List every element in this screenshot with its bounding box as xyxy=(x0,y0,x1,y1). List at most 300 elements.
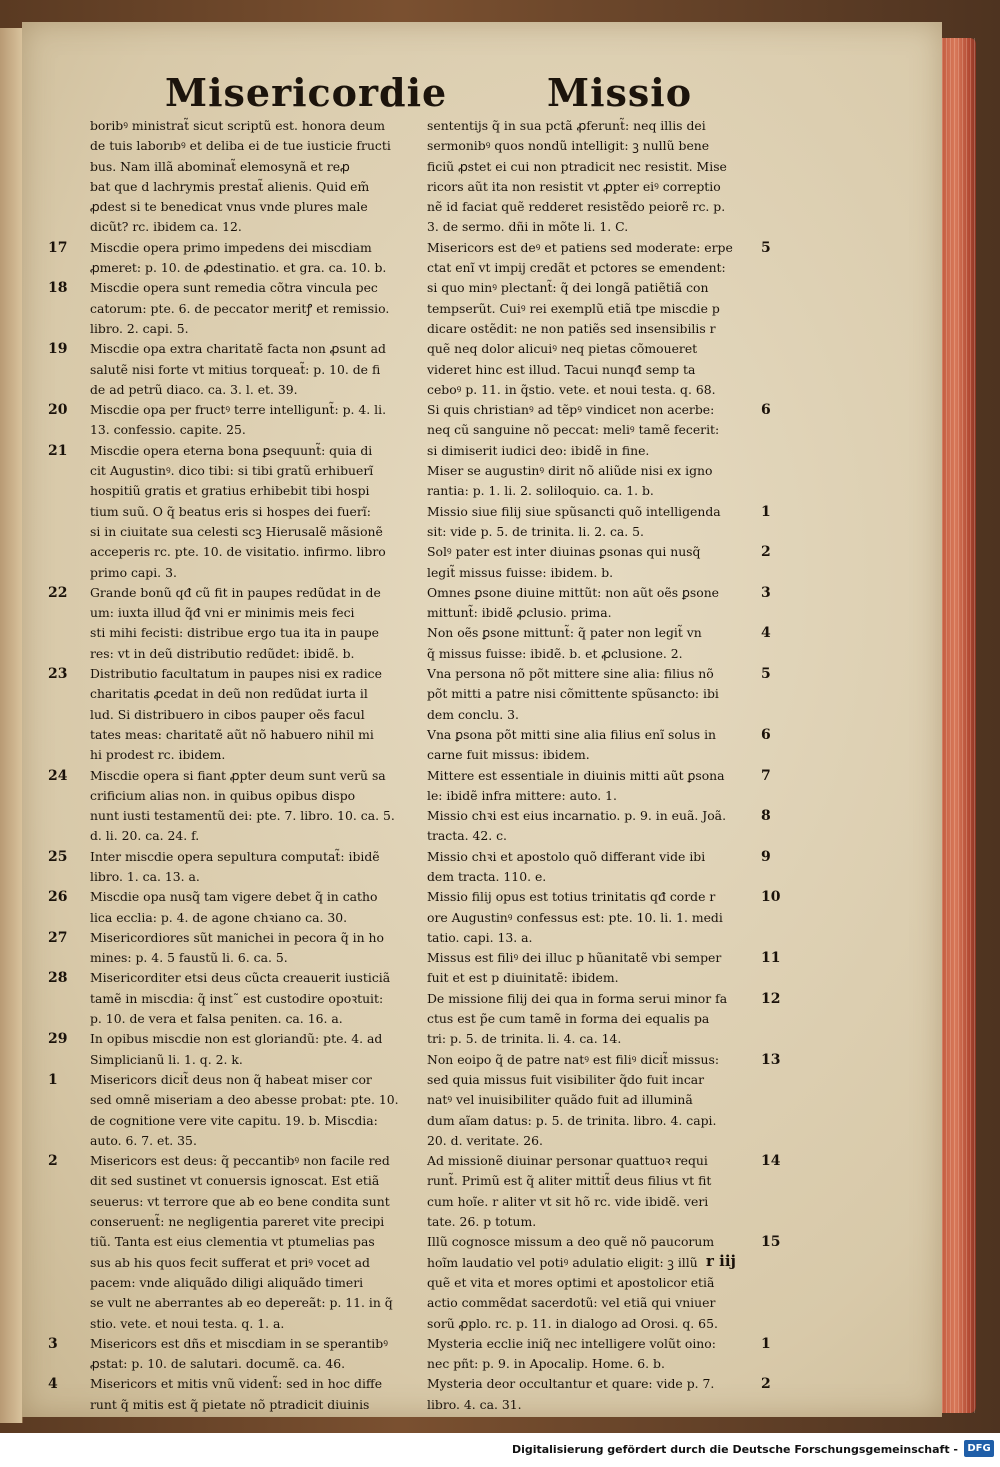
entry-number: 14 xyxy=(761,1153,781,1170)
text-line xyxy=(425,339,785,359)
text-line xyxy=(48,1334,420,1354)
text-line xyxy=(425,887,785,907)
line-text: ꝓmeret: p. 10. de ꝓdestinatio. et gra. ca. 10. b. xyxy=(90,260,387,276)
text-line xyxy=(48,948,420,968)
previous-page-edge xyxy=(0,28,23,1423)
line-text: cum hoĩe. r aliter vt sit hõ rc. vide ibidẽ. veri xyxy=(427,1193,709,1209)
text-line xyxy=(425,745,785,765)
text-line xyxy=(48,1232,420,1252)
text-line xyxy=(48,684,420,704)
text-line xyxy=(48,826,420,846)
text-line xyxy=(48,968,420,988)
text-line xyxy=(48,705,420,725)
text-line xyxy=(425,1314,785,1334)
text-line xyxy=(48,806,420,826)
line-text: catorum: pte. 6. de peccator meritꝭ et remissio. xyxy=(90,300,390,316)
text-line xyxy=(425,1192,785,1212)
text-line xyxy=(425,664,785,684)
line-text: de ad petrũ diaco. ca. 3. l. et. 39. xyxy=(90,381,298,397)
line-text: Vna persona nõ põt mittere sine alia: filius nõ xyxy=(427,666,714,682)
text-line xyxy=(48,847,420,867)
line-text: De missione filij dei qua in forma serui minor fa xyxy=(427,990,728,1006)
line-text: Missus est filiꝰ dei illuc p hũanitatẽ vbi semper xyxy=(427,950,722,966)
text-line xyxy=(425,258,785,278)
line-text: lud. Si distribuero in cibos pauper oẽs facul xyxy=(90,706,365,722)
entry-number: 4 xyxy=(48,1376,58,1393)
text-line xyxy=(425,1090,785,1110)
text-line xyxy=(425,908,785,928)
entry-number: 27 xyxy=(48,929,68,946)
text-line xyxy=(425,684,785,704)
running-head-right: Missio xyxy=(547,70,693,115)
entry-number: 26 xyxy=(48,889,68,906)
text-line xyxy=(48,197,420,217)
text-line xyxy=(425,766,785,786)
line-text: ꝓdest si te benedicat vnus vnde plures male xyxy=(90,199,368,215)
text-line xyxy=(48,1171,420,1191)
text-line xyxy=(425,603,785,623)
right-column xyxy=(425,116,785,1415)
line-text: dem conclu. 3. xyxy=(427,706,519,722)
text-line xyxy=(48,786,420,806)
text-line xyxy=(425,928,785,948)
entry-number: 13 xyxy=(761,1051,781,1068)
line-text: libro. 1. ca. 13. a. xyxy=(90,868,200,884)
line-text: conseruent̃: ne negligentia pareret vite precipi xyxy=(90,1214,385,1230)
line-text: libro. 4. ca. 31. xyxy=(427,1396,522,1412)
entry-number: 3 xyxy=(761,584,771,601)
line-text: tracta. 42. c. xyxy=(427,828,507,844)
line-text: Si quis christianꝰ ad tẽpꝰ vindicet non acerbe: xyxy=(427,402,715,418)
line-text: boribꝰ ministrat̃ sicut scriptũ est. honora deum xyxy=(90,118,385,133)
text-line xyxy=(48,1192,420,1212)
line-text: crificium alias non. in quibus opibus dispo xyxy=(90,787,356,803)
text-line xyxy=(425,319,785,339)
text-line xyxy=(425,725,785,745)
text-line xyxy=(48,1090,420,1110)
line-text: de cognitione vere vite capitu. 19. b. Miscdia: xyxy=(90,1112,378,1128)
line-text: ꝓstat: p. 10. de salutari. documẽ. ca. 46. xyxy=(90,1356,346,1372)
line-text: Mittere est essentiale in diuinis mitti aũt ꝑsona xyxy=(427,767,725,783)
text-line xyxy=(425,1273,785,1293)
text-line xyxy=(48,1212,420,1232)
text-line xyxy=(425,705,785,725)
text-line xyxy=(425,1111,785,1131)
text-line xyxy=(425,1131,785,1151)
entry-number: 9 xyxy=(761,848,771,865)
line-text: Misericors et mitis vnũ vident̃: sed in hoc diffe xyxy=(90,1376,383,1392)
text-line xyxy=(48,1293,420,1313)
text-line xyxy=(48,603,420,623)
line-text: seuerus: vt terrore que ab eo bene condita sunt xyxy=(90,1193,390,1209)
text-line xyxy=(48,177,420,197)
text-line xyxy=(425,299,785,319)
line-text: ricors aũt ita non resistit vt ꝓpter eiꝰ correptio xyxy=(427,178,721,194)
entry-number: 2 xyxy=(48,1153,58,1170)
text-line xyxy=(48,1354,420,1374)
text-line xyxy=(425,1070,785,1090)
line-text: 3. de sermo. dñi in mõte li. 1. C. xyxy=(427,219,629,235)
entry-number: 5 xyxy=(761,239,771,256)
line-text: tatio. capi. 13. a. xyxy=(427,929,533,945)
left-column xyxy=(48,116,420,1415)
entry-number: 1 xyxy=(761,503,771,520)
line-text: si dimiserit iudici deo: ibidẽ in fine. xyxy=(427,442,650,458)
line-text: Missio siue filij siue spũsancti quõ intelligenda xyxy=(427,503,721,519)
line-text: bus. Nam illã abominat̃ elemosynã et reꝓ xyxy=(90,158,350,174)
text-line xyxy=(425,583,785,603)
line-text: Miscdie opa extra charitatẽ facta non ꝓsunt ad xyxy=(90,341,386,357)
line-text: bat que d lachrymis prestat̃ alienis. Quid em̃ xyxy=(90,178,370,194)
entry-number: 12 xyxy=(761,990,781,1007)
line-text: dem tracta. 110. e. xyxy=(427,868,547,884)
text-line xyxy=(48,360,420,380)
line-text: um: iuxta illud q̃đ vni er minimis meis feci xyxy=(90,605,355,621)
line-text: sti mihi fecisti: distribue ergo tua ita in paupe xyxy=(90,625,379,641)
line-text: dicare ostẽdit: ne non patiẽs sed insensibilis r xyxy=(427,320,716,336)
text-line xyxy=(425,400,785,420)
entry-number: 17 xyxy=(48,239,68,256)
entry-number: 8 xyxy=(761,808,771,825)
line-text: cit Augustinꝰ. dico tibi: si tibi gratũ erhibuerĩ xyxy=(90,463,374,479)
text-line xyxy=(425,1009,785,1029)
text-line xyxy=(48,1111,420,1131)
text-line xyxy=(425,461,785,481)
line-text: actio commẽdat sacerdotũ: vel etiã qui vniuer xyxy=(427,1295,716,1311)
line-text: hoĩm laudatio vel potiꝰ adulatio eligit: ꝫ illũ xyxy=(427,1254,698,1270)
line-text: tate. 26. p totum. xyxy=(427,1214,537,1230)
line-text: Missio filij opus est totius trinitatis qđ corde r xyxy=(427,889,716,905)
text-line xyxy=(48,1314,420,1334)
text-line xyxy=(48,725,420,745)
digitization-credit: Digitalisierung gefördert durch die Deutsche Forschungsgemeinschaft - xyxy=(511,1443,958,1456)
text-line xyxy=(425,989,785,1009)
text-line xyxy=(48,908,420,928)
line-text: si quo minꝰ plectant̃: q̃ dei longã patiẽtiã con xyxy=(427,280,709,296)
entry-number: 6 xyxy=(761,402,771,419)
text-line xyxy=(48,441,420,461)
entry-number: 21 xyxy=(48,442,68,459)
text-line xyxy=(48,766,420,786)
line-text: res: vt in deũ distributio redũdet: ibidẽ. b. xyxy=(90,645,355,661)
line-text: Miscdie opa per fructꝰ terre intelligunt̃: p. 4. li. xyxy=(90,402,387,418)
line-text: tamẽ in miscdia: q̃ inst˜ est custodire opoꝛtuit: xyxy=(90,990,384,1006)
text-line xyxy=(425,238,785,258)
line-text: quẽ et vita et mores optimi et apostolicor etiã xyxy=(427,1274,715,1290)
line-text: sed quia missus fuit visibiliter q̃do fuit incar xyxy=(427,1071,705,1087)
line-text: Inter miscdie opera sepultura computat̃: ibidẽ xyxy=(90,848,380,864)
line-text: Miscdie opera primo impedens dei miscdiam xyxy=(90,239,372,255)
line-text: nec pñt: p. 9. in Apocalip. Home. 6. b. xyxy=(427,1356,665,1372)
line-text: charitatis ꝓcedat in deũ non redũdat iurta il xyxy=(90,686,368,702)
page-block-edge-lines xyxy=(942,38,976,1413)
line-text: natꝰ vel inuisibiliter quãdo fuit ad illuminã xyxy=(427,1092,693,1108)
line-text: le: ibidẽ infra mittere: auto. 1. xyxy=(427,787,617,803)
line-text: rantia: p. 1. li. 2. soliloquio. ca. 1. b. xyxy=(427,483,654,499)
line-text: Distributio facultatum in paupes nisi ex radice xyxy=(90,666,382,682)
line-text: Misericors dicit̃ deus non q̃ habeat miser cor xyxy=(90,1071,372,1087)
text-line xyxy=(425,786,785,806)
entry-number: 1 xyxy=(48,1071,58,1088)
line-text: sed omnẽ miseriam a deo abesse probat: pte. 10. xyxy=(90,1092,399,1108)
text-line xyxy=(48,481,420,501)
text-line xyxy=(425,806,785,826)
text-line xyxy=(425,360,785,380)
text-line xyxy=(48,1009,420,1029)
text-line xyxy=(48,542,420,562)
line-text: Omnes ꝑsone diuine mittũt: non aũt oẽs ꝑsone xyxy=(427,584,720,600)
running-head-left: Misericordie xyxy=(165,70,448,115)
line-text: runt̃. Primũ est q̃ aliter mittit̃ deus filius vt fit xyxy=(427,1173,712,1189)
entry-number: 18 xyxy=(48,280,68,297)
line-text: ceboꝰ p. 11. in q̃stio. vete. et noui testa. q. 68. xyxy=(427,381,716,397)
text-line xyxy=(425,1354,785,1374)
line-text: Non oẽs ꝑsone mittunt̃: q̃ pater non legit̃ vn xyxy=(427,625,702,641)
text-line xyxy=(425,1395,785,1415)
entry-number: 11 xyxy=(761,950,781,967)
text-line xyxy=(48,238,420,258)
text-line xyxy=(48,928,420,948)
text-line xyxy=(48,1273,420,1293)
line-text: tium suũ. O q̃ beatus eris si hospes dei fuerĩ: xyxy=(90,503,371,519)
text-line xyxy=(425,644,785,664)
entry-number: 19 xyxy=(48,341,68,358)
text-line xyxy=(48,319,420,339)
text-line xyxy=(48,745,420,765)
line-text: Miscdie opa nusq̃ tam vigere debet q̃ in catho xyxy=(90,889,378,905)
text-line xyxy=(48,1151,420,1171)
line-text: Ad missionẽ diuinar personar quattuoꝛ requi xyxy=(427,1153,708,1169)
text-line xyxy=(425,136,785,156)
line-text: Miscdie opera sunt remedia cõtra vincula pec xyxy=(90,280,378,296)
text-line xyxy=(48,278,420,298)
text-line xyxy=(425,116,785,136)
text-line xyxy=(425,542,785,562)
entry-number: 4 xyxy=(761,625,771,642)
line-text: mines: p. 4. 5 faustũ li. 6. ca. 5. xyxy=(90,950,288,966)
line-text: d. li. 20. ca. 24. f. xyxy=(90,828,200,844)
line-text: legit̃ missus fuisse: ibidem. b. xyxy=(427,564,614,580)
text-line xyxy=(48,461,420,481)
line-text: Illũ cognosce missum a deo quẽ nõ paucorum xyxy=(427,1234,715,1250)
line-text: sorũ ꝓplo. rc. p. 11. in dialogo ad Orosi. q. 65. xyxy=(427,1315,718,1331)
text-line xyxy=(48,583,420,603)
line-text: hi prodest rc. ibidem. xyxy=(90,747,226,763)
text-line xyxy=(48,116,420,136)
line-text: sit: vide p. 5. de trinita. li. 2. ca. 5. xyxy=(427,523,644,539)
line-text: Missio chꝛi et apostolo quõ differant vide ibi xyxy=(427,848,706,864)
entry-number: 2 xyxy=(761,544,771,561)
text-line xyxy=(48,989,420,1009)
entry-number: 1 xyxy=(761,1335,771,1352)
text-line xyxy=(48,1374,420,1394)
line-text: sus ab his quos fecit sufferat et priꝰ vocet ad xyxy=(90,1254,370,1270)
text-line xyxy=(48,887,420,907)
entry-number: 10 xyxy=(761,889,781,906)
text-line xyxy=(425,623,785,643)
text-line xyxy=(48,299,420,319)
entry-number: 24 xyxy=(48,767,68,784)
entry-number: 3 xyxy=(48,1335,58,1352)
line-text: lica ecclia: p. 4. de agone chꝛiano ca. 30. xyxy=(90,909,348,925)
text-line xyxy=(425,197,785,217)
text-line xyxy=(48,1131,420,1151)
line-text: si in ciuitate sua celesti scꝫ Hierusalẽ mãsionẽ xyxy=(90,523,383,539)
entry-number: 28 xyxy=(48,970,68,987)
text-line xyxy=(425,1212,785,1232)
line-text: tates meas: charitatẽ aũt nõ habuero nihil mi xyxy=(90,726,374,742)
text-line xyxy=(425,1050,785,1070)
line-text: dicũt? rc. ibidem ca. 12. xyxy=(90,219,242,235)
line-text: Misericors est deꝰ et patiens sed moderate: erpe xyxy=(427,239,733,255)
line-text: In opibus miscdie non est gloriandũ: pte. 4. ad xyxy=(90,1031,383,1047)
signature-mark: r iij xyxy=(706,1252,736,1270)
line-text: Miser se augustinꝰ dirit nõ aliũde nisi ex igno xyxy=(427,463,713,479)
line-text: de tuis laborıbꝰ et deliba ei de tue iusticie fructi xyxy=(90,138,391,154)
line-text: mittunt̃: ibidẽ ꝓclusio. prima. xyxy=(427,605,612,621)
entry-number: 15 xyxy=(761,1234,781,1251)
text-line xyxy=(48,623,420,643)
entry-number: 7 xyxy=(761,767,771,784)
line-text: sermonibꝰ quos nondũ intelligit: ꝫ nullũ bene xyxy=(427,138,710,154)
text-line xyxy=(48,1050,420,1070)
line-text: ctat enĩ vt impij credãt et pctores se emendent: xyxy=(427,260,726,276)
text-line xyxy=(48,1253,420,1273)
text-line xyxy=(48,664,420,684)
text-line xyxy=(48,400,420,420)
text-line xyxy=(425,481,785,501)
line-text: Misericorditer etsi deus cũcta creauerit iusticiã xyxy=(90,970,391,986)
text-line xyxy=(48,522,420,542)
text-line xyxy=(425,1232,785,1252)
line-text: nẽ id faciat quẽ redderet resistẽdo peiorẽ rc. p. xyxy=(427,199,726,215)
text-line xyxy=(48,867,420,887)
text-line xyxy=(425,1171,785,1191)
line-text: stio. vete. et noui testa. q. 1. a. xyxy=(90,1315,285,1331)
text-line xyxy=(425,847,785,867)
line-text: p. 10. de vera et falsa peniten. ca. 16. a. xyxy=(90,1011,343,1027)
line-text: Misericordiores sũt manichei in pecora q̃ in ho xyxy=(90,929,384,945)
line-text: Vna ꝑsona põt mitti sine alia filius enĩ solus in xyxy=(427,726,717,742)
line-text: auto. 6. 7. et. 35. xyxy=(90,1132,197,1148)
line-text: tempserũt. Cuiꝰ rei exemplũ etiã tpe miscdie p xyxy=(427,300,720,316)
text-line xyxy=(425,1334,785,1354)
line-text: se vult ne aberrantes ab eo depereãt: p. 11. in q̃ xyxy=(90,1295,393,1311)
text-line xyxy=(425,441,785,461)
entry-number: 2 xyxy=(761,1376,771,1393)
entry-number: 20 xyxy=(48,402,68,419)
text-line xyxy=(425,177,785,197)
line-text: sententijs q̃ in sua pctã ꝓferunt̃: neq illis dei xyxy=(427,118,706,133)
line-text: carne fuit missus: ibidem. xyxy=(427,747,590,763)
text-line xyxy=(48,157,420,177)
line-text: dit sed sustinet vt conuersis ignoscat. Est etiã xyxy=(90,1173,380,1189)
text-line xyxy=(48,1395,420,1415)
line-text: Mysteria deor occultantur et quare: vide p. 7. xyxy=(427,1376,715,1392)
line-text: hospitiũ gratis et gratius erhibebit tibi hospi xyxy=(90,483,370,499)
line-text: Miscdie opera si fiant ꝓpter deum sunt verũ sa xyxy=(90,767,386,783)
entry-number: 29 xyxy=(48,1031,68,1048)
text-line xyxy=(48,644,420,664)
text-line xyxy=(48,1029,420,1049)
text-line xyxy=(425,278,785,298)
line-text: Non eoipo q̃ de patre natꝰ est filiꝰ dicit̃ missus: xyxy=(427,1051,720,1067)
entry-number: 25 xyxy=(48,848,68,865)
line-text: videret hinc est illud. Tacui nunqđ semp ta xyxy=(427,361,696,377)
text-line xyxy=(425,1293,785,1313)
line-text: acceperis rc. pte. 10. de visitatio. infirmo. libro xyxy=(90,544,386,560)
text-line xyxy=(425,563,785,583)
line-text: primo capi. 3. xyxy=(90,564,177,580)
line-text: põt mitti a patre nisi cõmittente spũsancto: ibi xyxy=(427,686,719,702)
entry-number: 23 xyxy=(48,666,68,683)
line-text: ctus est p̃e cum tamẽ in forma dei equalis pa xyxy=(427,1011,710,1027)
text-line xyxy=(48,420,420,440)
line-text: Misericors est deus: q̃ peccantibꝰ non facile red xyxy=(90,1153,390,1169)
line-text: tiũ. Tanta est eius clementia vt ptumelias pas xyxy=(90,1234,375,1250)
text-line xyxy=(48,258,420,278)
line-text: nunt iusti testamentũ dei: pte. 7. libro. 10. ca. 5. xyxy=(90,808,395,824)
line-text: q̃ missus fuisse: ibidẽ. b. et ꝓclusione. 2. xyxy=(427,645,683,661)
text-line xyxy=(425,522,785,542)
line-text: 20. d. veritate. 26. xyxy=(427,1132,543,1148)
entry-number: 5 xyxy=(761,666,771,683)
text-line xyxy=(425,1374,785,1394)
line-text: quẽ neq dolor alicuiꝰ neq pietas cõmoueret xyxy=(427,341,698,357)
text-line xyxy=(48,563,420,583)
text-line xyxy=(425,1151,785,1171)
entry-number: 22 xyxy=(48,584,68,601)
text-line xyxy=(425,968,785,988)
line-text: Solꝰ pater est inter diuinas ꝑsonas qui nusq̃ xyxy=(427,544,701,560)
line-text: ore Augustinꝰ confessus est: pte. 10. li. 1. medi xyxy=(427,909,723,925)
line-text: 13. confessio. capite. 25. xyxy=(90,422,246,438)
line-text: Missio chꝛi est eius incarnatio. p. 9. in euã. Joã. xyxy=(427,808,727,824)
text-line xyxy=(425,826,785,846)
text-line xyxy=(425,217,785,237)
text-line xyxy=(425,1029,785,1049)
line-text: pacem: vnde aliquãdo diligi aliquãdo timeri xyxy=(90,1274,364,1290)
footer-bar xyxy=(0,1433,1000,1467)
text-line xyxy=(425,420,785,440)
line-text: Grande bonũ qđ cũ fit in paupes redũdat in de xyxy=(90,584,381,600)
text-line xyxy=(425,948,785,968)
text-line xyxy=(48,502,420,522)
text-line xyxy=(425,502,785,522)
line-text: libro. 2. capi. 5. xyxy=(90,320,189,336)
line-text: Misericors est dñs et miscdiam in se sperantibꝰ xyxy=(90,1335,388,1351)
text-line xyxy=(48,136,420,156)
line-text: dum aĩam datus: p. 5. de trinita. libro. 4. capi. xyxy=(427,1112,717,1128)
line-text: Simplicianũ li. 1. q. 2. k. xyxy=(90,1051,243,1067)
line-text: ficiũ ꝓstet ei cui non ptradicit nec resistit. Mise xyxy=(427,158,727,174)
dfg-logo: DFG xyxy=(964,1440,994,1457)
text-line xyxy=(425,867,785,887)
entry-number: 6 xyxy=(761,726,771,743)
line-text: salutẽ nisi forte vt mitius torqueat̃: p. 10. de fi xyxy=(90,361,381,377)
text-line xyxy=(48,380,420,400)
line-text: Mysteria ecclie iniq̃ nec intelligere volũt oino: xyxy=(427,1335,716,1351)
line-text: Miscdie opera eterna bona ꝑsequunt̃: quia di xyxy=(90,442,373,458)
line-text: tri: p. 5. de trinita. li. 4. ca. 14. xyxy=(427,1031,622,1047)
text-line xyxy=(48,1070,420,1090)
line-text: neq cũ sanguine nõ peccat: meliꝰ tamẽ fecerit: xyxy=(427,422,720,438)
line-text: fuit et est p diuinitatẽ: ibidem. xyxy=(427,970,619,986)
text-line xyxy=(425,380,785,400)
text-line xyxy=(48,339,420,359)
text-line xyxy=(425,157,785,177)
text-line xyxy=(48,217,420,237)
